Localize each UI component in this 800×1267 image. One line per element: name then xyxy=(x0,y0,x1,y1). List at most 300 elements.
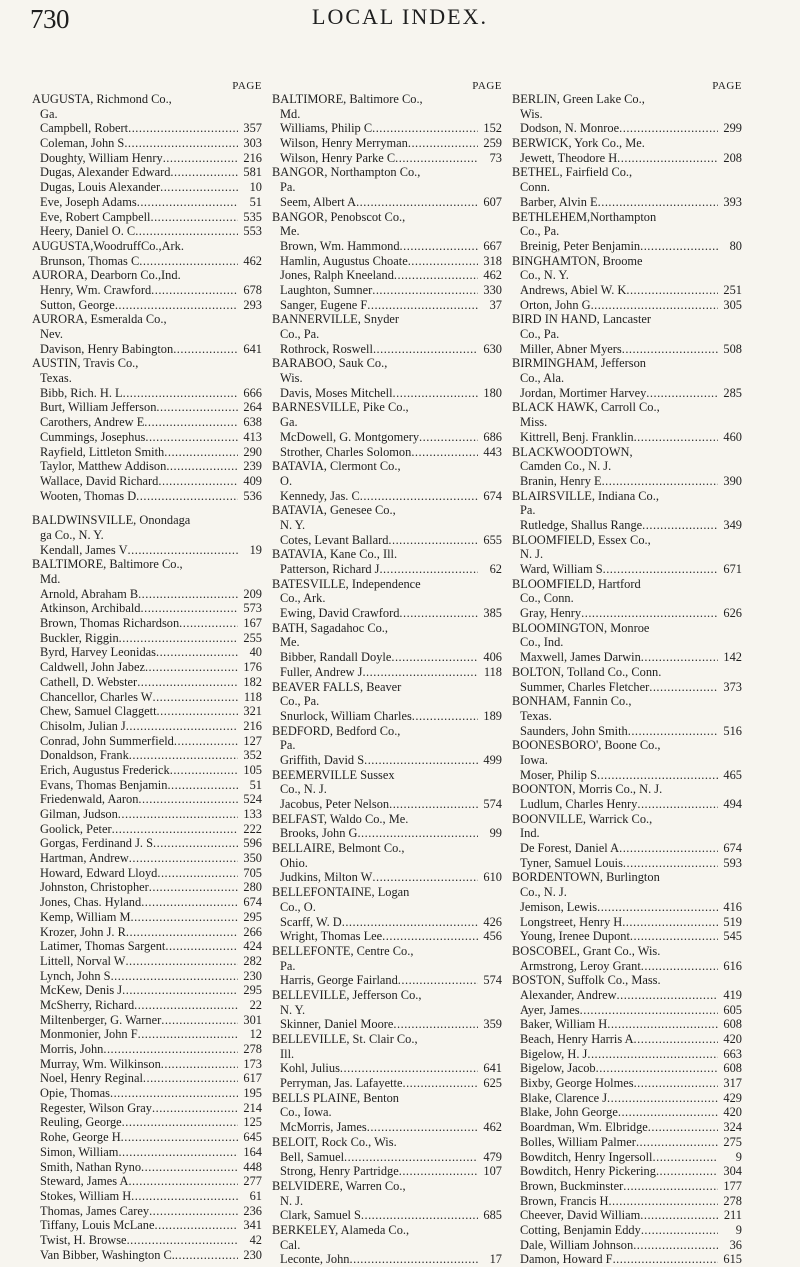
place-heading: BARNESVILLE, Pike Co., xyxy=(272,400,409,415)
entry-page-number: 573 xyxy=(243,601,262,616)
index-entry xyxy=(512,283,742,298)
entry-name: Regester, Wilson Gray xyxy=(40,1100,152,1115)
dot-leader xyxy=(141,601,239,616)
entry-page-number: 118 xyxy=(243,689,262,704)
place-heading: BARABOO, Sauk Co., xyxy=(272,356,388,371)
entry-name: Opie, Thomas xyxy=(40,1086,110,1101)
entry-page-number: 424 xyxy=(243,939,262,954)
index-entry xyxy=(272,826,502,841)
entry-name: Blake, Clarence J xyxy=(520,1090,608,1105)
index-entry xyxy=(512,1135,742,1150)
dot-leader xyxy=(138,1027,238,1042)
entry-name: McKew, Denis J xyxy=(40,983,123,998)
entry-page-number: 277 xyxy=(243,1174,262,1189)
dot-leader xyxy=(152,1101,238,1116)
place-heading-continuation: O. xyxy=(280,473,293,488)
entry-page-number: 641 xyxy=(483,1061,502,1076)
entry-name: Hartman, Andrew xyxy=(40,851,129,866)
place-heading-continuation: Pa. xyxy=(280,958,296,973)
entry-page-number: 22 xyxy=(249,997,262,1012)
index-entry xyxy=(32,1101,262,1116)
entry-name: Strong, Henry Partridge xyxy=(280,1164,399,1179)
dot-leader xyxy=(344,1150,478,1165)
entry-page-number: 536 xyxy=(243,488,262,503)
entry-name: Moser, Philip S xyxy=(520,767,597,782)
entry-name: Scarff, W. D xyxy=(280,914,342,929)
dot-leader xyxy=(166,459,238,474)
index-column-3 xyxy=(512,80,742,1267)
entry-page-number: 638 xyxy=(243,415,262,430)
entry-name: Krozer, John J. R xyxy=(40,924,126,939)
dot-leader xyxy=(134,998,238,1013)
entry-name: Bigelow, Jacob xyxy=(520,1061,596,1076)
column-entries xyxy=(272,92,502,1267)
entry-page-number: 209 xyxy=(243,586,262,601)
place-heading: BEEMERVILLE Sussex xyxy=(272,767,395,782)
dot-leader xyxy=(596,1061,718,1076)
entry-name: Davis, Moses Mitchell xyxy=(280,385,393,400)
entry-page-number: 173 xyxy=(243,1056,262,1071)
dot-leader xyxy=(388,533,478,548)
dot-leader xyxy=(144,415,238,430)
index-entry xyxy=(32,866,262,881)
entry-name: Miltenberger, G. Warner xyxy=(40,1012,162,1027)
dot-leader xyxy=(391,650,478,665)
entry-name: Boardman, Wm. Elbridge xyxy=(520,1120,648,1135)
entry-page-number: 259 xyxy=(483,136,502,151)
entry-name: Gorgas, Ferdinand J. S xyxy=(40,836,154,851)
dot-leader xyxy=(408,136,478,151)
entry-page-number: 341 xyxy=(243,1218,262,1233)
place-heading-continuation: Ga. xyxy=(280,415,298,430)
index-entry xyxy=(272,1017,502,1032)
entry-page-number: 666 xyxy=(243,385,262,400)
entry-name: Brown, Wm. Hammond xyxy=(280,238,400,253)
index-entry xyxy=(272,151,502,166)
place-heading: BOONVILLE, Warrick Co., xyxy=(512,811,653,826)
dot-leader xyxy=(646,386,718,401)
entry-page-number: 133 xyxy=(243,807,262,821)
place-heading: BALDWINSVILLE, Onondaga xyxy=(32,513,191,528)
entry-page-number: 516 xyxy=(723,723,742,738)
dot-leader xyxy=(150,210,238,225)
entry-name: McMorris, James xyxy=(280,1120,367,1135)
place-heading-continuation: N. J. xyxy=(280,1193,304,1208)
entry-name: Monmonier, John F xyxy=(40,1027,138,1042)
entry-page-number: 164 xyxy=(243,1144,262,1159)
entry-name: Eve, Robert Campbell xyxy=(40,209,151,224)
dot-leader xyxy=(126,925,238,940)
place-heading-continuation: Me. xyxy=(280,635,300,650)
dot-leader xyxy=(637,797,718,812)
entry-name: Branin, Henry E xyxy=(520,473,602,488)
entry-name: Campbell, Robert xyxy=(40,121,129,136)
index-entry xyxy=(512,1238,742,1253)
index-entry xyxy=(32,1027,262,1042)
dot-leader xyxy=(623,856,718,871)
index-entry xyxy=(32,601,262,616)
place-heading: BLACK HAWK, Carroll Co., xyxy=(512,400,660,415)
index-entry xyxy=(32,822,262,837)
place-heading: BERLIN, Green Lake Co., xyxy=(512,92,645,106)
index-entry xyxy=(32,342,262,357)
entry-name: Reuling, George xyxy=(40,1115,122,1130)
place-heading: BELFAST, Waldo Co., Me. xyxy=(272,811,409,826)
entry-page-number: 413 xyxy=(243,429,262,444)
dot-leader xyxy=(110,1086,238,1101)
place-heading-continuation: Co., O. xyxy=(280,899,316,914)
entry-page-number: 295 xyxy=(243,983,262,998)
index-entry xyxy=(512,1032,742,1047)
dot-leader xyxy=(143,1071,238,1086)
index-entry xyxy=(512,1208,742,1223)
index-entry xyxy=(272,239,502,254)
entry-page-number: 655 xyxy=(483,532,502,547)
dot-leader xyxy=(138,587,238,602)
place-heading-continuation: Co., Iowa. xyxy=(280,1105,332,1120)
entry-name: Strother, Charles Solomon xyxy=(280,444,412,459)
entry-name: Brooks, John G xyxy=(280,826,358,841)
place-heading: BONHAM, Fannin Co., xyxy=(512,694,632,709)
dot-leader xyxy=(139,254,238,269)
index-entry xyxy=(32,748,262,763)
index-entry xyxy=(32,792,262,807)
place-heading-continuation: Pa. xyxy=(280,738,296,753)
index-entry xyxy=(272,1208,502,1223)
column-entries xyxy=(32,92,262,1262)
entry-name: Alexander, Andrew xyxy=(520,987,617,1002)
entry-name: Erich, Augustus Frederick xyxy=(40,762,170,777)
dot-leader xyxy=(581,606,718,621)
place-heading: BETHLEHEM,Northampton xyxy=(512,209,657,224)
index-entry xyxy=(32,616,262,631)
dot-leader xyxy=(340,1061,478,1076)
place-heading: BLAIRSVILLE, Indiana Co., xyxy=(512,488,659,503)
place-heading: BETHEL, Fairfield Co., xyxy=(512,165,633,180)
entry-page-number: 295 xyxy=(243,909,262,924)
entry-name: Dugas, Louis Alexander xyxy=(40,180,161,195)
entry-page-number: 685 xyxy=(483,1208,502,1223)
entry-name: Harris, George Fairland xyxy=(280,973,398,988)
dot-leader xyxy=(603,562,718,577)
entry-name: Evans, Thomas Benjamin xyxy=(40,777,168,792)
dot-leader xyxy=(608,1194,718,1209)
entry-name: Chisolm, Julian J xyxy=(40,718,126,733)
place-heading-continuation: Camden Co., N. J. xyxy=(520,459,612,474)
dot-leader xyxy=(607,1017,718,1032)
index-entry xyxy=(32,734,262,749)
dot-leader xyxy=(634,1076,718,1091)
entry-page-number: 524 xyxy=(243,792,262,807)
dot-leader xyxy=(393,1017,478,1032)
dot-leader xyxy=(129,748,238,763)
index-entry xyxy=(32,224,262,239)
index-entry xyxy=(32,254,262,269)
index-entry xyxy=(272,915,502,930)
dot-leader xyxy=(115,298,238,313)
entry-name: Arnold, Abraham B xyxy=(40,586,139,601)
entry-name: Coleman, John S xyxy=(40,136,125,151)
entry-page-number: 167 xyxy=(243,616,262,631)
entry-name: Wooten, Thomas D xyxy=(40,488,137,503)
place-heading: BLOOMFIELD, Essex Co., xyxy=(512,532,651,547)
index-entry xyxy=(512,121,742,136)
index-entry xyxy=(32,1071,262,1086)
index-entry xyxy=(32,1086,262,1101)
entry-page-number: 350 xyxy=(243,851,262,866)
entry-name: Taylor, Matthew Addison xyxy=(40,459,167,474)
entry-page-number: 357 xyxy=(243,121,262,136)
dot-leader xyxy=(161,1057,238,1072)
place-heading: BELOIT, Rock Co., Wis. xyxy=(272,1134,397,1149)
dot-leader xyxy=(174,734,238,749)
dot-leader xyxy=(640,1208,718,1223)
dot-leader xyxy=(175,1248,238,1263)
index-entry xyxy=(32,675,262,690)
entry-name: Rothrock, Roswell xyxy=(280,341,373,356)
dot-leader xyxy=(372,121,478,136)
index-entry xyxy=(32,1174,262,1189)
dot-leader xyxy=(367,298,478,313)
entry-name: Bigelow, H. J xyxy=(520,1046,588,1061)
column-page-label: PAGE xyxy=(472,80,502,92)
index-entry xyxy=(32,1042,262,1057)
entry-page-number: 107 xyxy=(483,1164,502,1179)
index-entry xyxy=(272,1164,502,1179)
place-heading-continuation: N. Y. xyxy=(280,1002,306,1017)
entry-page-number: 630 xyxy=(483,341,502,356)
dot-leader xyxy=(122,1115,238,1130)
entry-name: Wilson, Henry Merryman xyxy=(280,136,408,151)
place-heading-continuation: Iowa. xyxy=(520,752,548,767)
dot-leader xyxy=(141,895,238,910)
dot-leader xyxy=(160,180,238,195)
dot-leader xyxy=(357,826,478,841)
entry-name: Wallace, David Richard xyxy=(40,473,159,488)
index-entry xyxy=(512,1164,742,1179)
index-entry xyxy=(32,807,262,822)
entry-page-number: 9 xyxy=(735,1222,742,1237)
index-entry xyxy=(272,562,502,577)
entry-page-number: 264 xyxy=(243,400,262,415)
index-entry xyxy=(32,1145,262,1160)
index-entry xyxy=(512,1061,742,1076)
place-heading: BELLAIRE, Belmont Co., xyxy=(272,841,405,856)
index-entry xyxy=(272,1061,502,1076)
index-entry xyxy=(512,1091,742,1106)
index-entry xyxy=(512,1150,742,1165)
entry-name: Blake, John George xyxy=(520,1105,618,1120)
dot-leader xyxy=(622,915,718,930)
place-heading-continuation: Co., N. Y. xyxy=(520,268,569,283)
entry-name: Byrd, Harvey Leonidas xyxy=(40,645,156,660)
entry-name: Orton, John G xyxy=(520,297,591,312)
place-heading-continuation: Ill. xyxy=(280,1046,295,1061)
entry-name: Fuller, Andrew J xyxy=(280,664,363,679)
place-heading: BALTIMORE, Baltimore Co., xyxy=(272,92,423,106)
entry-name: Buckler, Riggin xyxy=(40,630,119,645)
index-entry xyxy=(32,459,262,474)
entry-page-number: 406 xyxy=(483,650,502,665)
place-heading-continuation: Nev. xyxy=(40,327,63,341)
place-heading: BIRMINGHAM, Jefferson xyxy=(512,356,646,371)
dot-leader xyxy=(161,1013,238,1028)
entry-page-number: 216 xyxy=(243,150,262,165)
entry-name: Ayer, James xyxy=(520,1002,580,1017)
index-entry xyxy=(272,797,502,812)
page-header xyxy=(0,0,800,80)
entry-page-number: 61 xyxy=(249,1188,262,1203)
dot-leader xyxy=(170,165,238,180)
entry-name: Wright, Thomas Lee xyxy=(280,929,383,944)
index-entry xyxy=(272,195,502,210)
dot-leader xyxy=(389,797,478,812)
place-heading-continuation: Miss. xyxy=(520,415,548,430)
dot-leader xyxy=(130,910,238,925)
index-entry xyxy=(272,1252,502,1267)
index-entry xyxy=(32,415,262,430)
entry-page-number: 545 xyxy=(723,929,742,944)
dot-leader xyxy=(419,430,478,445)
index-entry xyxy=(272,445,502,460)
place-heading-continuation: Conn. xyxy=(520,180,550,195)
index-entry xyxy=(32,690,262,705)
entry-page-number: 352 xyxy=(243,748,262,763)
entry-page-number: 462 xyxy=(483,268,502,283)
dot-leader xyxy=(367,1120,478,1135)
entry-page-number: 142 xyxy=(723,650,742,665)
entry-page-number: 51 xyxy=(249,194,262,209)
dot-leader xyxy=(131,1189,238,1204)
dot-leader xyxy=(613,1252,718,1267)
dot-leader xyxy=(138,792,238,807)
entry-name: Kemp, William M xyxy=(40,909,131,924)
entry-name: Eve, Joseph Adams xyxy=(40,194,137,209)
entry-page-number: 282 xyxy=(243,953,262,968)
place-heading-continuation: Md. xyxy=(40,572,61,586)
dot-leader xyxy=(617,988,718,1003)
index-entry xyxy=(272,430,502,445)
entry-page-number: 426 xyxy=(483,914,502,929)
entry-name: Bolles, William Palmer xyxy=(520,1134,636,1149)
entry-page-number: 230 xyxy=(243,1247,262,1262)
place-heading: BANGOR, Northampton Co., xyxy=(272,165,421,180)
index-entry xyxy=(272,1120,502,1135)
place-heading-continuation: Co., Pa. xyxy=(280,327,320,341)
entry-name: Gilman, Judson xyxy=(40,807,118,821)
dot-leader xyxy=(373,342,478,357)
index-entry xyxy=(272,298,502,313)
index-entry xyxy=(512,195,742,210)
index-entry xyxy=(512,606,742,621)
dot-leader xyxy=(361,1208,478,1223)
dot-leader xyxy=(137,195,238,210)
entry-page-number: 317 xyxy=(723,1076,742,1091)
place-heading-continuation: ga Co., N. Y. xyxy=(40,527,104,542)
index-entry xyxy=(512,841,742,856)
index-entry xyxy=(272,342,502,357)
dot-leader xyxy=(591,298,718,313)
entry-name: Hamlin, Augustus Choate xyxy=(280,253,408,268)
entry-name: Kohl, Julius xyxy=(280,1061,340,1076)
entry-page-number: 216 xyxy=(243,718,262,733)
index-entry xyxy=(272,753,502,768)
index-entry xyxy=(512,929,742,944)
entry-page-number: 462 xyxy=(483,1120,502,1135)
entry-page-number: 40 xyxy=(249,645,262,660)
entry-page-number: 208 xyxy=(723,150,742,165)
index-entry xyxy=(32,1115,262,1130)
entry-page-number: 222 xyxy=(243,821,262,836)
index-entry xyxy=(272,254,502,269)
entry-page-number: 9 xyxy=(735,1149,742,1164)
entry-name: Davison, Henry Babington xyxy=(40,341,174,356)
dot-leader xyxy=(342,915,478,930)
entry-name: Jones, Ralph Kneeland xyxy=(280,268,394,283)
place-heading: BATAVIA, Genesee Co., xyxy=(272,503,396,518)
entry-page-number: 610 xyxy=(483,870,502,885)
index-entry xyxy=(512,1105,742,1120)
dot-leader xyxy=(623,1179,718,1194)
entry-name: Cummings, Josephus xyxy=(40,429,146,444)
index-entry xyxy=(32,880,262,895)
dot-leader xyxy=(649,680,718,695)
dot-leader xyxy=(121,1130,238,1145)
place-heading: BEAVER FALLS, Beaver xyxy=(272,679,402,694)
place-heading-continuation: Me. xyxy=(280,224,300,239)
entry-name: Brown, Thomas Richardson xyxy=(40,616,180,631)
index-entry xyxy=(32,719,262,734)
index-entry xyxy=(32,851,262,866)
index-entry xyxy=(512,1003,742,1018)
entry-page-number: 17 xyxy=(489,1252,502,1267)
index-entry xyxy=(32,1248,262,1263)
index-entry xyxy=(512,298,742,313)
dot-leader xyxy=(372,283,478,298)
entry-name: Damon, Howard F xyxy=(520,1252,613,1267)
dot-leader xyxy=(580,1003,718,1018)
dot-leader xyxy=(149,880,238,895)
index-entry xyxy=(32,121,262,136)
index-entry xyxy=(272,136,502,151)
index-entry xyxy=(272,1076,502,1091)
index-entry xyxy=(32,543,262,558)
index-entry xyxy=(512,1223,742,1238)
place-heading: BINGHAMTON, Broome xyxy=(512,253,643,268)
entry-name: Donaldson, Frank xyxy=(40,748,129,763)
place-heading: BORDENTOWN, Burlington xyxy=(512,870,660,885)
place-heading: BELLEFONTE, Centre Co., xyxy=(272,943,414,958)
dot-leader xyxy=(118,807,238,822)
entry-page-number: 293 xyxy=(243,297,262,312)
dot-leader xyxy=(398,973,478,988)
index-entry xyxy=(32,1233,262,1248)
place-heading: BATAVIA, Kane Co., Ill. xyxy=(272,547,398,562)
entry-page-number: 73 xyxy=(489,150,502,165)
place-heading-continuation: Co., Pa. xyxy=(280,694,320,709)
entry-name: Cathell, D. Webster xyxy=(40,674,138,689)
entry-page-number: 299 xyxy=(723,121,742,136)
entry-name: Dale, William Johnson xyxy=(520,1237,634,1252)
place-heading: BLOOMFIELD, Hartford xyxy=(512,576,641,591)
dot-leader xyxy=(156,400,238,415)
entry-page-number: 479 xyxy=(483,1149,502,1164)
dot-leader xyxy=(402,1076,478,1091)
dot-leader xyxy=(350,1252,478,1267)
entry-page-number: 80 xyxy=(729,238,742,253)
entry-page-number: 118 xyxy=(483,664,502,679)
index-entry xyxy=(272,533,502,548)
